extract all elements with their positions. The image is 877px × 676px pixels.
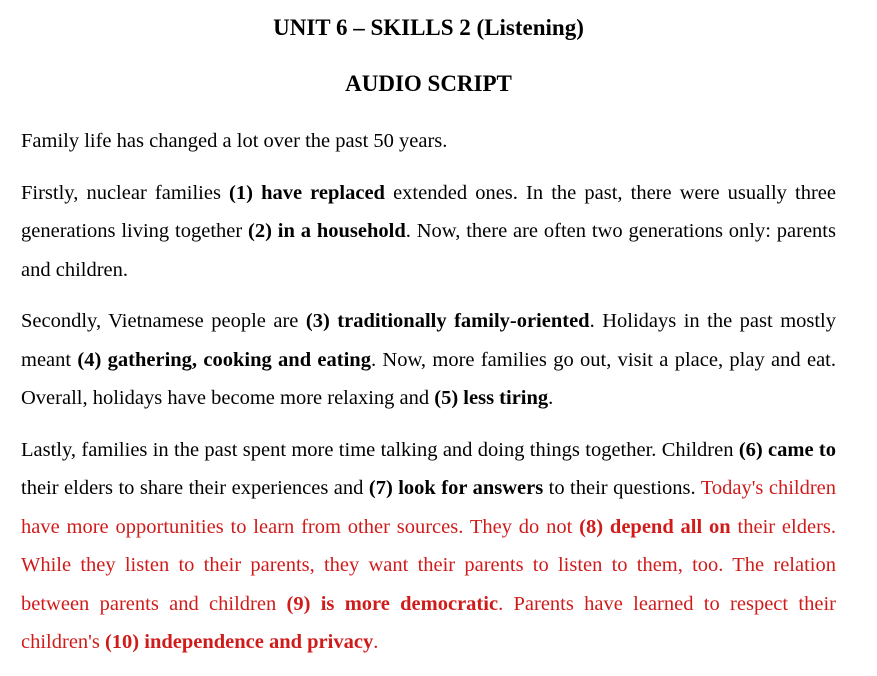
paragraph-2-text: . Now, there are often two generations only: parents and children. [21,220,836,281]
answer-2: (2) in a household [248,220,406,242]
paragraph-3 [21,302,836,418]
paragraph-1 [21,122,836,161]
paragraph-4-text: Lastly, families in the past spent more time talking and doing things together. Children [21,438,739,461]
answer-7: (7) look for answers [368,477,544,499]
highlighted-text: their elders. While they listen to their parents, they want their parents to listen to them, too. The relation between parents and children [21,515,837,615]
audio-script-title: AUDIO SCRIPT [345,71,512,96]
unit-title: UNIT 6 – SKILLS 2 (Listening) [273,15,584,40]
answer-4: (4) gathering, cooking and eating [77,348,371,371]
highlighted-text: Today's children have more opportunities to learn from other sources. They do not [21,477,837,538]
paragraph-2-text: Firstly, nuclear families [21,181,230,204]
paragraph-3-text: . [548,387,554,409]
answer-5: (5) less tiring [434,387,549,409]
answer-6: (6) came to [738,438,836,461]
paragraph-3-text: . Holidays in the past mostly meant [21,310,837,371]
answer-1: (1) have replaced [229,181,385,204]
paragraph-3-text: . Now, more families go out, visit a place, play and eat. Overall, holidays have become more relaxing and [21,348,836,409]
answer-3: (3) traditionally family-oriented [305,310,590,332]
paragraph-4 [21,431,836,662]
answer-8: (8) depend all on [579,515,731,538]
paragraph-2-text: extended ones. In the past, there were usually three generations living together [21,181,836,242]
answer-9: (9) is more democratic [286,592,499,615]
answer-10: (10) independence and privacy [104,631,374,653]
paragraph-4-text: their elders to share their experiences and [21,477,369,499]
paragraph-3-text: Secondly, Vietnamese people are [21,310,306,332]
highlighted-text: . Parents have learned to respect their children's [21,592,836,653]
paragraph-4-text: to their questions. [543,477,701,499]
paragraph-2 [21,174,836,290]
highlighted-text: . [373,631,379,653]
paragraph-1-text: Family life has changed a lot over the past 50 years. [21,130,448,152]
